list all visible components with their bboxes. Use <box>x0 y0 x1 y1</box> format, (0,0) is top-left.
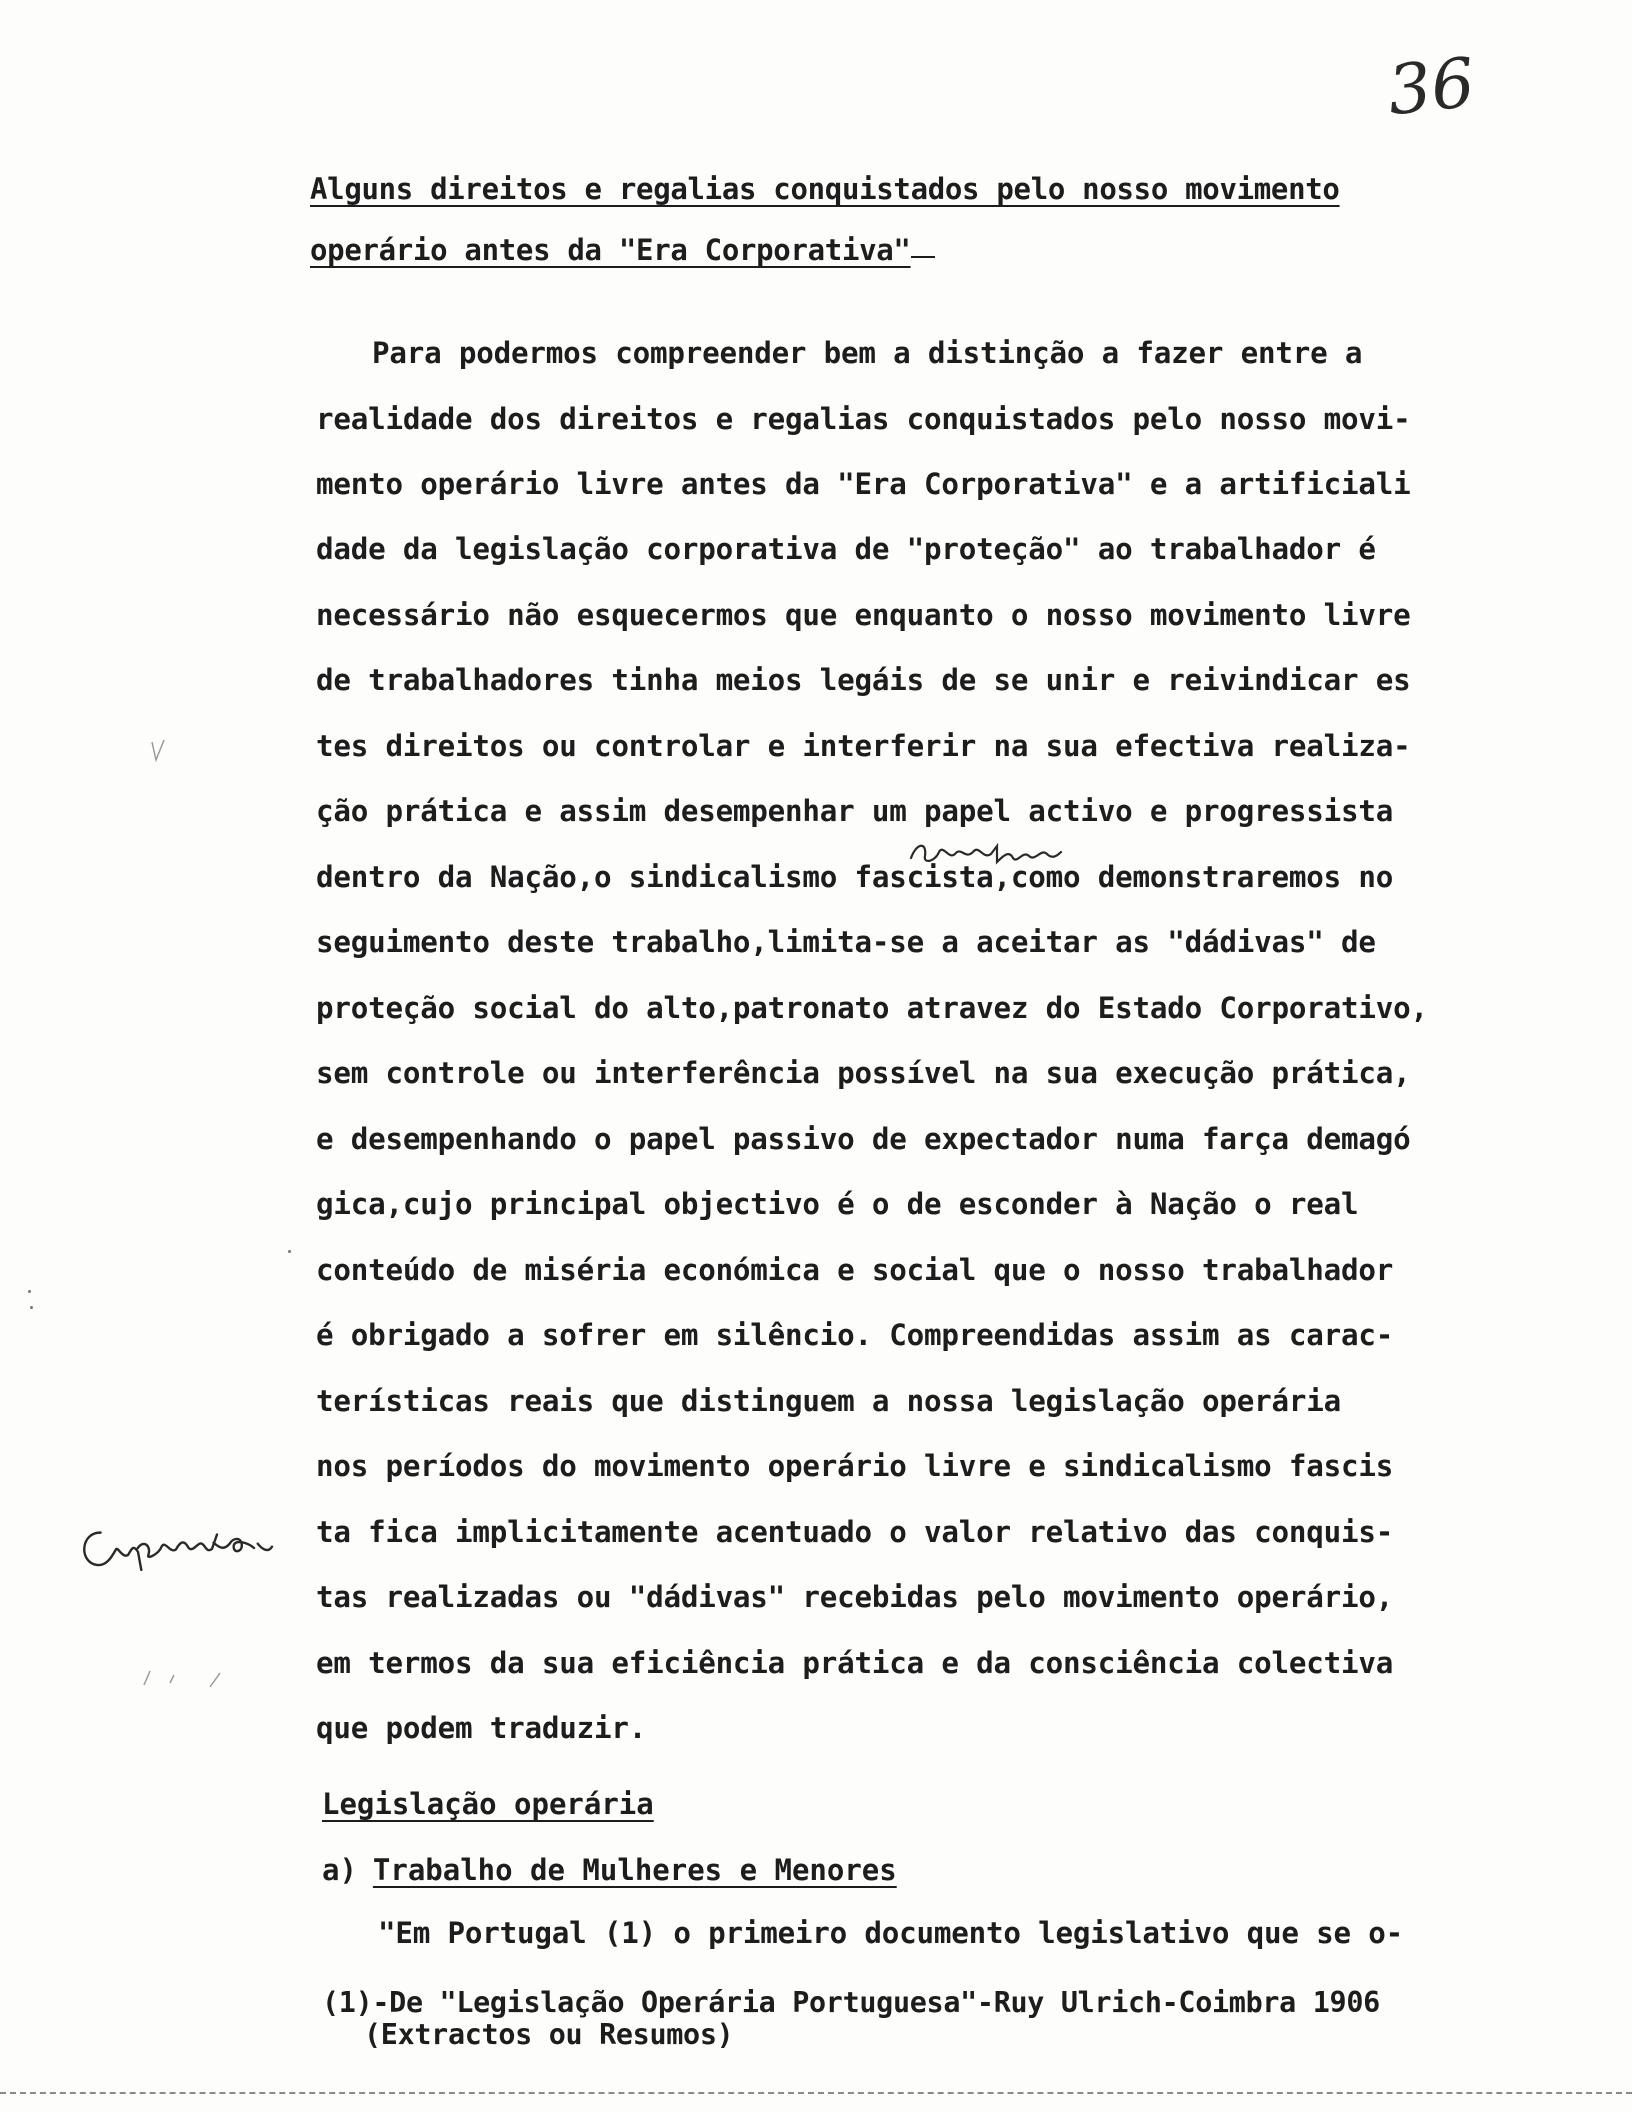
document-title-line-1: Alguns direitos e regalias conquistados pelo nosso movimento <box>310 172 1340 206</box>
body-line: dade da legislação corporativa de "proteção" ao trabalhador é <box>316 532 1376 566</box>
footnote-line-2: (Extractos ou Resumos) <box>364 2018 734 2051</box>
handwritten-margin-note <box>70 1507 294 1592</box>
page-number: 36 <box>1384 43 1479 132</box>
body-line: ta fica implicitamente acentuado o valor relativo das conquis- <box>316 1515 1394 1549</box>
body-line: de trabalhadores tinha meios legáis de se unir e reivindicar es <box>316 663 1411 697</box>
body-line: sem controle ou interferência possível na sua execução prática, <box>316 1056 1411 1090</box>
margin-mark <box>148 738 168 770</box>
footnote-line-1: (1)-De "Legislação Operária Portuguesa"-Ruy Ulrich-Coimbra 1906 <box>322 1986 1380 2019</box>
body-line: seguimento deste trabalho,limita-se a aceitar as "dádivas" de <box>316 925 1376 959</box>
document-title-line-2: operário antes da "Era Corporativa" <box>310 233 1510 267</box>
body-line: dentro da Nação,o sindicalismo fascista,como demonstraremos no <box>316 860 1394 894</box>
body-line: realidade dos direitos e regalias conquistados pelo nosso movi- <box>316 402 1411 436</box>
body-line: conteúdo de miséria económica e social que o nosso trabalhador <box>316 1253 1394 1287</box>
margin-mark <box>140 1665 230 1697</box>
page-bottom-edge <box>0 2092 1632 2094</box>
body-line: mento operário livre antes da "Era Corporativa" e a artificiali <box>316 467 1411 501</box>
body-line: gica,cujo principal objectivo é o de esconder à Nação o real <box>316 1187 1359 1221</box>
quote-line: "Em Portugal (1) o primeiro documento legislativo que se o- <box>378 1916 1403 1950</box>
ink-speck <box>30 1306 33 1309</box>
body-line: em termos da sua eficiência prática e da consciência colectiva <box>316 1646 1394 1680</box>
body-line: terísticas reais que distinguem a nossa legislação operária <box>316 1384 1341 1418</box>
body-line: necessário não esquecermos que enquanto o nosso movimento livre <box>316 598 1411 632</box>
body-line: nos períodos do movimento operário livre e sindicalismo fascis <box>316 1449 1394 1483</box>
body-line: e desempenhando o papel passivo de expectador numa farça demagó <box>316 1122 1411 1156</box>
body-line: tes direitos ou controlar e interferir na sua efectiva realiza- <box>316 729 1411 763</box>
body-line: proteção social do alto,patronato atravez do Estado Corporativo, <box>316 991 1428 1025</box>
subsection-title: Trabalho de Mulheres e Menores <box>372 1853 897 1887</box>
body-line: que podem traduzir. <box>316 1711 647 1745</box>
ink-speck <box>28 1290 31 1293</box>
section-heading: Legislação operária <box>322 1787 654 1821</box>
body-line: tas realizadas ou "dádivas" recebidas pelo movimento operário, <box>316 1580 1394 1614</box>
body-line: Para podermos compreender bem a distinção a fazer entre a <box>372 336 1363 370</box>
ink-speck <box>288 1250 291 1253</box>
body-line: ção prática e assim desempenhar um papel activo e progressista <box>316 794 1394 828</box>
body-line: é obrigado a sofrer em silêncio. Compreendidas assim as carac- <box>316 1318 1394 1352</box>
subsection-label: a) <box>322 1853 357 1887</box>
subsection-heading <box>322 1853 897 1887</box>
handwritten-annotation-above-line <box>905 832 1065 872</box>
